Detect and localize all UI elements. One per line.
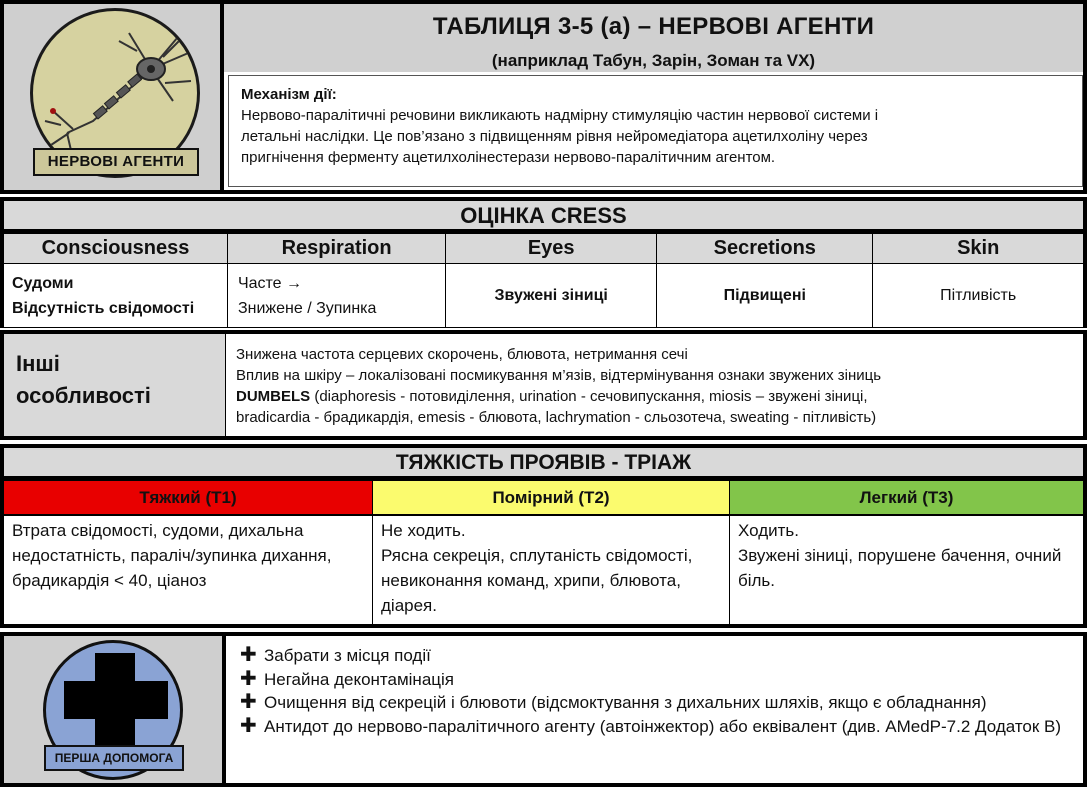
- other-features-label: [0, 330, 226, 440]
- triage-moderate-cell: [373, 516, 730, 628]
- first-aid-item: [240, 644, 1083, 668]
- first-aid-item-text: Антидот до нервово-паралітичного агенту (автоінжектор) або еквівалент (див. AMedP-7.2 Додаток В): [264, 716, 1062, 736]
- plus-icon: ✚: [240, 667, 257, 690]
- other-features-label-line: Інші: [16, 351, 60, 376]
- first-aid-item: [240, 668, 1083, 692]
- page-subtitle: (наприклад Табун, Зарін, Зоман та VX): [491, 51, 816, 70]
- triage-mild-header: Легкий (Т3): [730, 480, 1087, 516]
- cress-eyes-cell: Звужені зіниці: [446, 264, 657, 328]
- mechanism-line: летальні наслідки. Це пов’язано з підвищенням рівня нейромедіатора ацетилхоліну через: [241, 128, 868, 145]
- respiration-value: Часте →: [237, 274, 303, 292]
- first-aid-item: [240, 715, 1083, 739]
- plus-icon: ✚: [240, 644, 257, 666]
- plus-icon: ✚: [240, 714, 257, 737]
- first-aid-list: [226, 632, 1087, 787]
- other-features-label-line: особливості: [16, 383, 151, 408]
- cress-secretions-cell: Підвищені: [657, 264, 873, 328]
- mechanism-line: пригнічення ферменту ацетилхолінестерази нервово-паралітичним агентом.: [241, 149, 776, 166]
- cress-skin-cell: Пітливість: [873, 264, 1085, 328]
- first-aid-item-text: Очищення від секрецій і блювоти (відсмоктування з дихальних шляхів, якщо є обладнання): [264, 693, 987, 712]
- first-aid-item-text: Забрати з місця події: [264, 646, 431, 665]
- dumbels-expansion: (diaphoresis - потовиділення, urination - сечовипускання, miosis – звужені зіниці,: [310, 388, 868, 405]
- mechanism-title: Механізм дії:: [241, 86, 337, 103]
- title-panel: [224, 0, 1087, 76]
- triage-severe-text: Втрата свідомості, судоми, дихальна недостатність, параліч/зупинка дихання, брадикардія < 40, ціаноз: [0, 516, 373, 628]
- nerve-agents-badge: НЕРВОВІ АГЕНТИ: [33, 148, 199, 176]
- respiration-value: Знижене / Зупинка: [237, 299, 377, 317]
- first-aid-badge: ПЕРША ДОПОМОГА: [44, 745, 184, 771]
- mechanism-line: Нервово-паралітичні речовини викликають надмірну стимуляцію частин нервової системи і: [241, 107, 879, 124]
- triage-mild-line: Ходить.: [738, 521, 800, 540]
- other-line: Вплив на шкіру – локалізовані посмикування м’язів, відтермінування ознаки звужених зіниць: [236, 367, 882, 384]
- mechanism-box: [228, 75, 1083, 187]
- mechanism-panel: [224, 72, 1087, 194]
- cress-title: ОЦІНКА CRESS: [0, 197, 1087, 233]
- cress-header-consciousness: Consciousness: [2, 234, 227, 264]
- cress-table: [0, 233, 1087, 328]
- triage-moderate-header: Помірний (Т2): [373, 480, 730, 516]
- triage-mild-cell: [730, 516, 1087, 628]
- consciousness-value: Відсутність свідомості: [12, 299, 195, 317]
- triage-mild-line: Звужені зіниці, порушене бачення, очний біль.: [738, 546, 1062, 590]
- dumbels-mnemonic: DUMBELS: [236, 388, 311, 405]
- cress-header-secretions: Secretions: [657, 234, 873, 264]
- cress-header-eyes: Eyes: [446, 234, 657, 264]
- cress-header-row: [2, 234, 1085, 264]
- plus-icon: ✚: [240, 691, 257, 713]
- cress-consciousness-cell: [2, 264, 227, 328]
- triage-severe-header: Тяжкий (Т1): [0, 480, 373, 516]
- triage-moderate-line: Не ходить.: [381, 521, 466, 540]
- first-aid-item: [240, 691, 1083, 715]
- first-aid-item-text: Негайна деконтамінація: [264, 669, 454, 689]
- cress-values-row: [2, 264, 1085, 328]
- other-line: Знижена частота серцевих скорочень, блювота, нетримання сечі: [236, 346, 688, 363]
- cress-header-skin: Skin: [873, 234, 1085, 264]
- triage-moderate-line: Рясна секреція, сплутаність свідомості, невиконання команд, хрипи, блювота, діарея.: [381, 546, 693, 615]
- other-features-text: [226, 330, 1087, 440]
- triage-title: ТЯЖКІСТЬ ПРОЯВІВ - ТРІАЖ: [0, 444, 1087, 480]
- other-line: [236, 386, 1083, 407]
- other-line: bradicardia - брадикардія, emesis - блювота, lachrymation - сльозотеча, sweating - пітливість): [236, 409, 877, 426]
- consciousness-value: Судоми: [12, 274, 74, 292]
- cress-header-respiration: Respiration: [227, 234, 445, 264]
- page-title: ТАБЛИЦЯ 3-5 (а) – НЕРВОВІ АГЕНТИ: [432, 13, 875, 40]
- cress-respiration-cell: [227, 264, 445, 328]
